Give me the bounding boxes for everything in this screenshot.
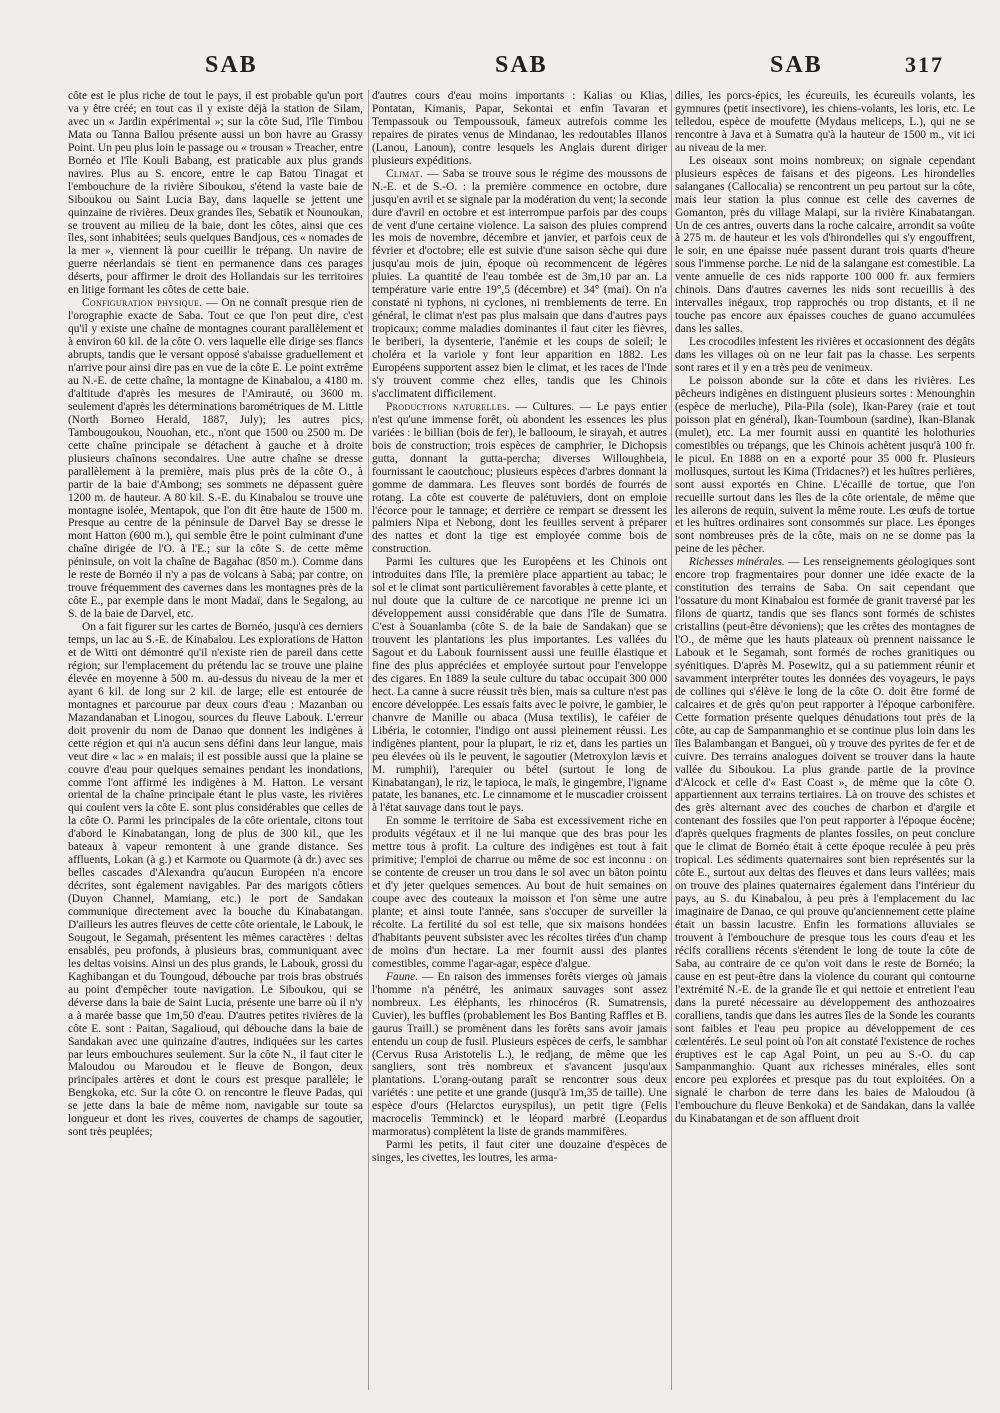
- text-column-1: [68, 90, 363, 1390]
- paragraph: Parmi les cultures que les Européens et les Chinois ont introduites dans l'île, la première place appartient au tabac; le sol et le climat sont particulièrement favorables à cette plante, et nul doute que la culture de ce narcotique ne prenne ici un développement aussi considérable que dans l'île de Sumatra. C'est à Souanlamba (côte S. de la baie de Sandakan) que se trouvent les plantations les plus importantes. Les vallées du Sagout et du Labouk fournissent aussi une feuille élastique et fine des plus appréciées et employée surtout pour l'enveloppe des cigares. En 1889 la seule culture du tabac occupait 300 000 hect. La canne à sucre réussit très bien, mais sa culture n'est pas encore développée. Les essais faits avec le poivre, le gambier, le chanvre de Manille ou abaca (Musa textilis), le caféier de Libéria, le cotonnier, l'indigo ont aussi pleinement réussi. Les indigènes plantent, pour la plupart, le riz et, dans les parties un peu élevées où ils le peuvent, le sagoutier (Metroxylon lævis et M. rumphii), l'arequier ou bétel (surtout le long de Kinabatangan), le riz, le tapioca, le maïs, le gingembre, l'igname patate, les bananes, etc. Le cinnamome et le muscadier croissent à l'état sauvage dans tout le pays.: [372, 556, 667, 815]
- paragraph-text: — On ne connaît presque rien de l'orographie exacte de Saba. Tout ce que l'on peut dire, c'est qu'il y existe une chaîne de montagnes courant parallèlement et à environ 60 kil. de la côte O. vers laquelle elle dirige ses flancs abrupts, tandis que le versant opposé s'abaisse graduellement et n'arrive pour ainsi dire pas en vue de la côte E. Le point extrême au N.-E. de cette chaîne, la montagne de Kinabalou, a 4180 m. d'altitude d'après les mesures de l'Amirauté, ou 3600 m. seulement d'après les déterminations barométriques de M. Little (North Borneo Herald, 1887, July); les autres pics, Tambougoukou, Nouohan, etc., n'ont que 1500 ou 2500 m. De cette chaîne principale se détachent à gauche et à droite plusieurs chaînons secondaires. Une autre chaîne se dresse parallèlement à la première, mais plus près de la côte O., à partir de la baie d'Ambong; ses sommets ne dépassent guère 1200 m. de hauteur. A 80 kil. S.-E. du Kinabalou se trouve une montagne isolée, Mentapok, que l'on dit être haute de 1500 m. Presque au centre de la péninsule de Darvel Bay se dresse le mont Hatton (600 m.), qui semble être le point culminant d'une chaîne dirigée de l'O. à l'E.; sur la côte S. de cette même péninsule, on voit la chaîne de Bagahac (850 m.). Comme dans le reste de Bornéo il n'y a pas de volcans à Saba; par contre, on trouve fréquemment des cavernes dans les montagnes près de la côte E., par exemple dans le mont Madaï, dans le Segalong, au S. de la baie de Darvel, etc.: [68, 297, 363, 621]
- paragraph: côte est le plus riche de tout le pays, il est probable qu'un port va y être créé; en tout cas il y existe déjà la station de Silam, avec un « Jardin expérimental »; sur la côte Sud, l'île Timbou Mata ou Tanna Ballou présente aussi un bon havre au Grassy Point. Un peu plus loin le passage ou « trousan » Treacher, entre Bornéo et l'île Kouli Babang, est praticable aux plus grands navires. Plus au S. encore, entre le cap Batou Tinagat et l'embouchure de la rivière Siboukou, s'étend la vaste baie de Siboukou ou Saint Lucia Bay, dans laquelle se jettent une quinzaine de rivières. Deux grandes îles, Sebatik et Nounoukan, se trouvent au milieu de la baie, dont les côtes, ainsi que ces îles, sont inhabitées; seuls quelques Bandjous, ces « nomades de la mer », viennent là pour cueillir le trépang. Un navire de guerre néerlandais se tient en permanence dans ces parages déserts, pour affirmer le droit des Hollandais sur les territoires en litige formant les côtes de cette baie.: [68, 90, 363, 297]
- paragraph: Les oiseaux sont moins nombreux; on signale cependant plusieurs espèces de faisans et des pigeons. Les hirondelles salanganes (Callocalia) se rencontrent un peu partout sur la côte, mais leur station la plus connue est celle des cavernes de Gomanton, près du village Malapi, sur la rivière Kinabatangan. Un de ces antres, ouverts dans la roche calcaire, arrondit sa voûte à 275 m. de hauteur et les vols d'hirondelles qui s'y engouffrent, le soir, en une épaisse nuée passent durant trois quarts d'heure sous l'immense porche. Le nid de la salangane est comestible. La vente annuelle de ces nids rapporte 100 000 fr. aux fermiers chinois. Dans d'autres cavernes les nids sont recueillis à des intervalles inégaux, trop rapprochés ou trop distants, et il ne touche pas encore aux épaisses couches de guano accumulées dans les salles.: [675, 154, 975, 336]
- paragraph: Parmi les petits, il faut citer une douzaine d'espèces de singes, les civettes, les loutres, les arma-: [372, 1139, 667, 1165]
- paragraph-text: — Saba se trouve sous le régime des moussons de N.-E. et de S.-O. : la première commence en octobre, dure jusqu'en avril et se signale par la modération du vent; la seconde dure d'avril en octobre et est interrompue parfois par des coups de vent d'une certaine violence. La saison des pluies comprend les mois de novembre, décembre et janvier, et parfois ceux de février et d'octobre; elle est suivie d'une saison sèche qui dure jusqu'au mois de juin, époque où recommencent de légères pluies. La quantité de l'eau tombée est de 3m,10 par an. La température varie entre 19°,5 (décembre) et 34° (mai). On n'a constaté ni typhons, ni cyclones, ni tremblements de terre. En général, le climat n'est pas plus malsain que dans d'autres pays tropicaux; comme maladies dominantes il faut citer les fièvres, le beriberi, la dysenterie, l'anémie et les coups de soleil; le choléra et la variole y font leur apparition en 1882. Les Européens supportent assez bien le climat, et les races de l'Inde s'y trouvent comme chez elles, tandis que les Chinois s'acclimatent difficilement.: [372, 167, 667, 400]
- paragraph: d'autres cours d'eau moins importants : Kalias ou Klias, Pontatan, Kimanis, Papar, Sekontai et enfin Tavaran et Tempassouk ou Tempoussouk, fameux autrefois comme les repaires de pirates venus de Mindanao, les redoutables Illanos (Lanou, Lanoun), contre lesquels les Anglais durent diriger plusieurs expéditions.: [372, 90, 667, 167]
- paragraph-richesses: [675, 556, 975, 1126]
- paragraph: On a fait figurer sur les cartes de Bornéo, jusqu'à ces derniers temps, un lac au S.-E. de Kinabalou. Les explorations de Hatton et de Witti ont démontré qu'il n'existe rien de pareil dans cette région; sur l'emplacement du prétendu lac se trouve une plaine élevée en moyenne à 500 m. au-dessus du niveau de la mer et ayant 6 kil. de long sur 2 kil. de large; elle est entourée de montagnes et parcourue par deux cours d'eau : Mazanban ou Mazandanaban et Linogou, sources du fleuve Labouk. L'erreur doit provenir du nom de Danao que donnent les indigènes à cette région et qui n'a aucun sens défini dans leur langue, mais veut dire « lac » en malais; il est possible aussi que la plaine se couvre d'eau pour quelques semaines pendant les inondations, comme l'ont affirmé les indigènes à M. Hatton. Le versant oriental de la chaîne principale étant le plus vaste, les rivières qui coulent vers la côte E. sont plus considérables que celles de la côte O. Parmi les principales de la côte orientale, citons tout d'abord le Kinabatangan, long de plus de 300 kil., que les bateaux à vapeur remontent à une grande distance. Ses affluents, Lokan (à g.) et Karmote ou Quarmote (à dr.) avec ses belles cascades d'Alexandra qu'aucun Européen n'a encore décrites, sont également navigables. Par des marigots côtiers (Duyon Channel, Mamiang, etc.) le port de Sandakan communique directement avec la bouche du Kinabatangan. D'ailleurs les autres fleuves de cette côte orientale, le Labouk, le Sougout, le Segamah, présentent les mêmes caractères : deltas ensablés, peu profonds, à plusieurs bras, communiquant avec les deltas voisins. Ainsi un des plus grands, le Labouk, grossi du Kaghibangan et du Toungoud, débouche par trois bras obstrués au point d'empêcher toute navigation. Le Siboukou, qui se déverse dans la baie de Saint Lucia, présente une barre où il n'y a à marée basse que 1m,50 d'eau. D'autres petites rivières de la côte E. sont : Paitan, Sagalioud, qui débouche dans la baie de Sandakan avec une quinzaine d'autres, indiquées sur les cartes par leurs embouchures seulement. Sur la côte N., il faut citer le Maloudou ou Maroudou et le fleuve de Bongon, deux principales artères et dont le cours est presque parallèle; le Bengkoka, etc. Sur la côte O. on rencontre le fleuve Padas, qui se jette dans la baie de même nom, navigable sur toute sa longueur et dont les rives, couvertes de champs de sagoutier, sont très peuplées;: [68, 621, 363, 1139]
- section-heading: Productions naturelles.: [386, 400, 510, 413]
- text-column-2: [368, 90, 667, 1390]
- paragraph-text: — En raison des immenses forêts vierges où jamais l'homme n'a pénétré, les animaux sauvages sont assez nombreux. Les éléphants, les rhinocéros (R. Sumatrensis, Cuvier), les buffles (probablement les Bos Banting Raffles et B. gaurus Traill.) se promènent dans les forêts sans avoir jamais entendu un coup de fusil. Plusieurs espèces de cerfs, le sambhar (Cervus Rusa Aristotelis L.), le redjang, de même que les sangliers, sont très nombreux et s'avancent jusqu'aux plantations. L'orang-outang paraît se rencontrer sous deux variétés : une petite et une grande (jusqu'à 1m,35 de taille). Une espèce d'ours (Helarctos euryspilus), un petit tigre (Felis macrocelis Temminck) et le léopard marbré (Leopardus marmoratus) complètent la liste de grands mammifères.: [372, 970, 667, 1139]
- paragraph-text: — Les renseignements géologiques sont encore trop fragmentaires pour donner une idée exacte de la constitution des terrains de Saba. On sait cependant que l'ossature du mont Kinabalou est formée de granit traversé par les filons de quartz, tandis que ses flancs sont formés de schistes cristallins (peut-être dévoniens); que les crêtes des montagnes de l'O., de même que les hauts plateaux où prennent naissance le Labouk et le Segamah, sont formés de roches granitiques ou syénitiques. D'après M. Posewitz, qui a su patiemment réunir et savamment interpréter toutes les données des voyageurs, le pays de collines qui s'élève le long de la côte O. doit être formé de calcaires et de grès qu'on peut rapporter à l'époque carbonifère. Cette formation présente quelques dénudations tout près de la côte, au cap de Sampanmanghio et se continue plus loin dans les îles Balambangan et Banguei, où y trouve des pyrites de fer et de cuivre. Des terrains analogues doivent se trouver dans la haute vallée du Siboukou. La plus grande partie de la province d'Alcock et celle d'« East Coast », de même que la côte O. appartiennent aux terrains tertiaires. Là on trouve des schistes et des grès alternant avec des couches de charbon et d'argile et contenant des fossiles que l'on peut rapporter à l'époque éocène; d'après quelques fragments de plantes fossiles, on peut conclure que le climat de Bornéo était à cette époque reculée à peu près tropical. Les sédiments quaternaires sont bien représentés sur la côte E., surtout aux deltas des fleuves et dans leurs vallées; mais on trouve des plaines quaternaires également dans l'intérieur du pays, au S. du Kinabalou, à peu près à l'emplacement du lac imaginaire de Danao, ce qui prouve qu'anciennement cette plaine était un bassin lacustre. Enfin les formations alluviales se trouvent à l'embouchure de presque tous les cours d'eau et les récifs coralliens récents s'étendent le long de toute la côte de Saba, au contraire de ce qu'on voit dans le reste de Bornéo; la cause en est peut-être dans la violence du courant qui contourne l'extrémité N.-E. de la grande île et qui nettoie et entretient l'eau dans la pureté nécessaire au développement des anthozoaires coralliens, tandis que dans les autres îles de la Sonde les courants sont faibles et l'eau peu propice au développement de ces cœlentérés. Le seul point où l'on ait constaté l'existence de roches éruptives est le cap Agal Point, un peu au S.-O. du cap Sampanmanghio. Quant aux richesses minérales, elles sont encore peu explorées et presque pas du tout exploitées. On a signalé le charbon de terre dans les baies de Maloudou (à l'embouchure du fleuve Benkoka) et de Sandakan, dans la vallée du Kinabatangan et de son affluent droit: [675, 556, 975, 1126]
- section-heading: Configuration physique.: [82, 297, 203, 310]
- paragraph-productions: [372, 401, 667, 556]
- running-head-left: SAB: [205, 52, 258, 78]
- running-head-right: SAB: [770, 52, 823, 78]
- page-number: 317: [905, 52, 944, 77]
- paragraph-climat: [372, 168, 667, 401]
- section-heading: Faune.: [386, 970, 419, 983]
- text-column-3: [671, 90, 975, 1390]
- paragraph: En somme le territoire de Saba est excessivement riche en produits végétaux et il ne lui manque que des bras pour les mettre tous à profit. La culture des indigènes est tout à fait primitive; l'emploi de charrue ou même de soc est inconnu : on se contente de creuser un trou dans le sol avec un bâton pointu et d'y jeter quelques semences. Au bout de huit semaines on coupe avec des couteaux la moisson et l'on sème une autre plante; et ainsi toute l'année, sans s'occuper de surveiller la récolte. La fertilité du sol est telle, que six maisons hondées d'habitants peuvent subsister avec les récoltes tirées d'un champ de moins d'un hectare. La mer fournit aussi des plantes comestibles, comme l'agar-agar, espèce d'algue.: [372, 815, 667, 970]
- paragraph: dilles, les porcs-épics, les écureuils, les écureuils volants, les gymnures (petit insectivore), les chiens-volants, les loris, etc. Le telledou, espèce de moufette (Mydaus meliceps, L.), qui ne se rencontre à Java et à Sumatra qu'à la hauteur de 1500 m., vit ici au niveau de la mer.: [675, 90, 975, 154]
- paragraph: Le poisson abonde sur la côte et dans les rivières. Les pêcheurs indigènes en distinguent plusieurs sortes : Menounghin (espèce de merluche), Pila-Pila (sole), Ikan-Parey (raie et tout poisson plat en général), Ikan-Toumboun (sardine), Ikan-Blanak (mulet), etc. La mer fournit aussi en quantité les holothuries comestibles ou trépangs, que les Chinois achètent jusqu'à 100 fr. le picul. En 1888 on en a exporté pour 35 000 fr. Plusieurs mollusques, surtout les Kima (Tridacnes?) et les huîtres perlières, sont aussi exportés en Chine. L'écaille de tortue, que l'on recueille surtout dans les îles de la côte orientale, de même que les ailerons de requin, suivent la même route. Les œufs de tortue et les huîtres ordinaires sont consommés sur place. Les éponges sont nombreuses près de la côte, mais on ne se donne pas la peine de les pêcher.: [675, 374, 975, 556]
- paragraph-text: — Cultures. — Le pays entier n'est qu'une immense forêt, où abondent les essences les plus variées : le billian (bois de fer), le ballooum, le sirayah, et autres bois de construction; trois espèces de camphrier, le Dichopsis gutta, donnant la gutta-percha; diverses Willoughbeia, fournissant le caoutchouc; plusieurs espèces d'arbres donnant la gomme de dammara. Les fleuves sont bordés de fourrés de rotang. La côte est couverte de palétuviers, dont on emploie l'écorce pour le tannage; et derrière ce rempart se dressent les palmiers Nipa et Nebong, dont les feuilles servent à préparer des nattes et dont la tige est employée comme bois de construction.: [372, 400, 667, 556]
- paragraph: Les crocodiles infestent les rivières et occasionnent des dégâts dans les villages où on ne leur fait pas la chasse. Les serpents sont rares et il y en a très peu de venimeux.: [675, 336, 975, 375]
- page-header: [0, 52, 1000, 92]
- paragraph-configuration: [68, 297, 363, 621]
- running-head-center: SAB: [495, 52, 548, 78]
- paragraph-faune: [372, 971, 667, 1139]
- section-heading: Richesses minérales.: [689, 556, 785, 569]
- section-heading: Climat.: [386, 167, 424, 180]
